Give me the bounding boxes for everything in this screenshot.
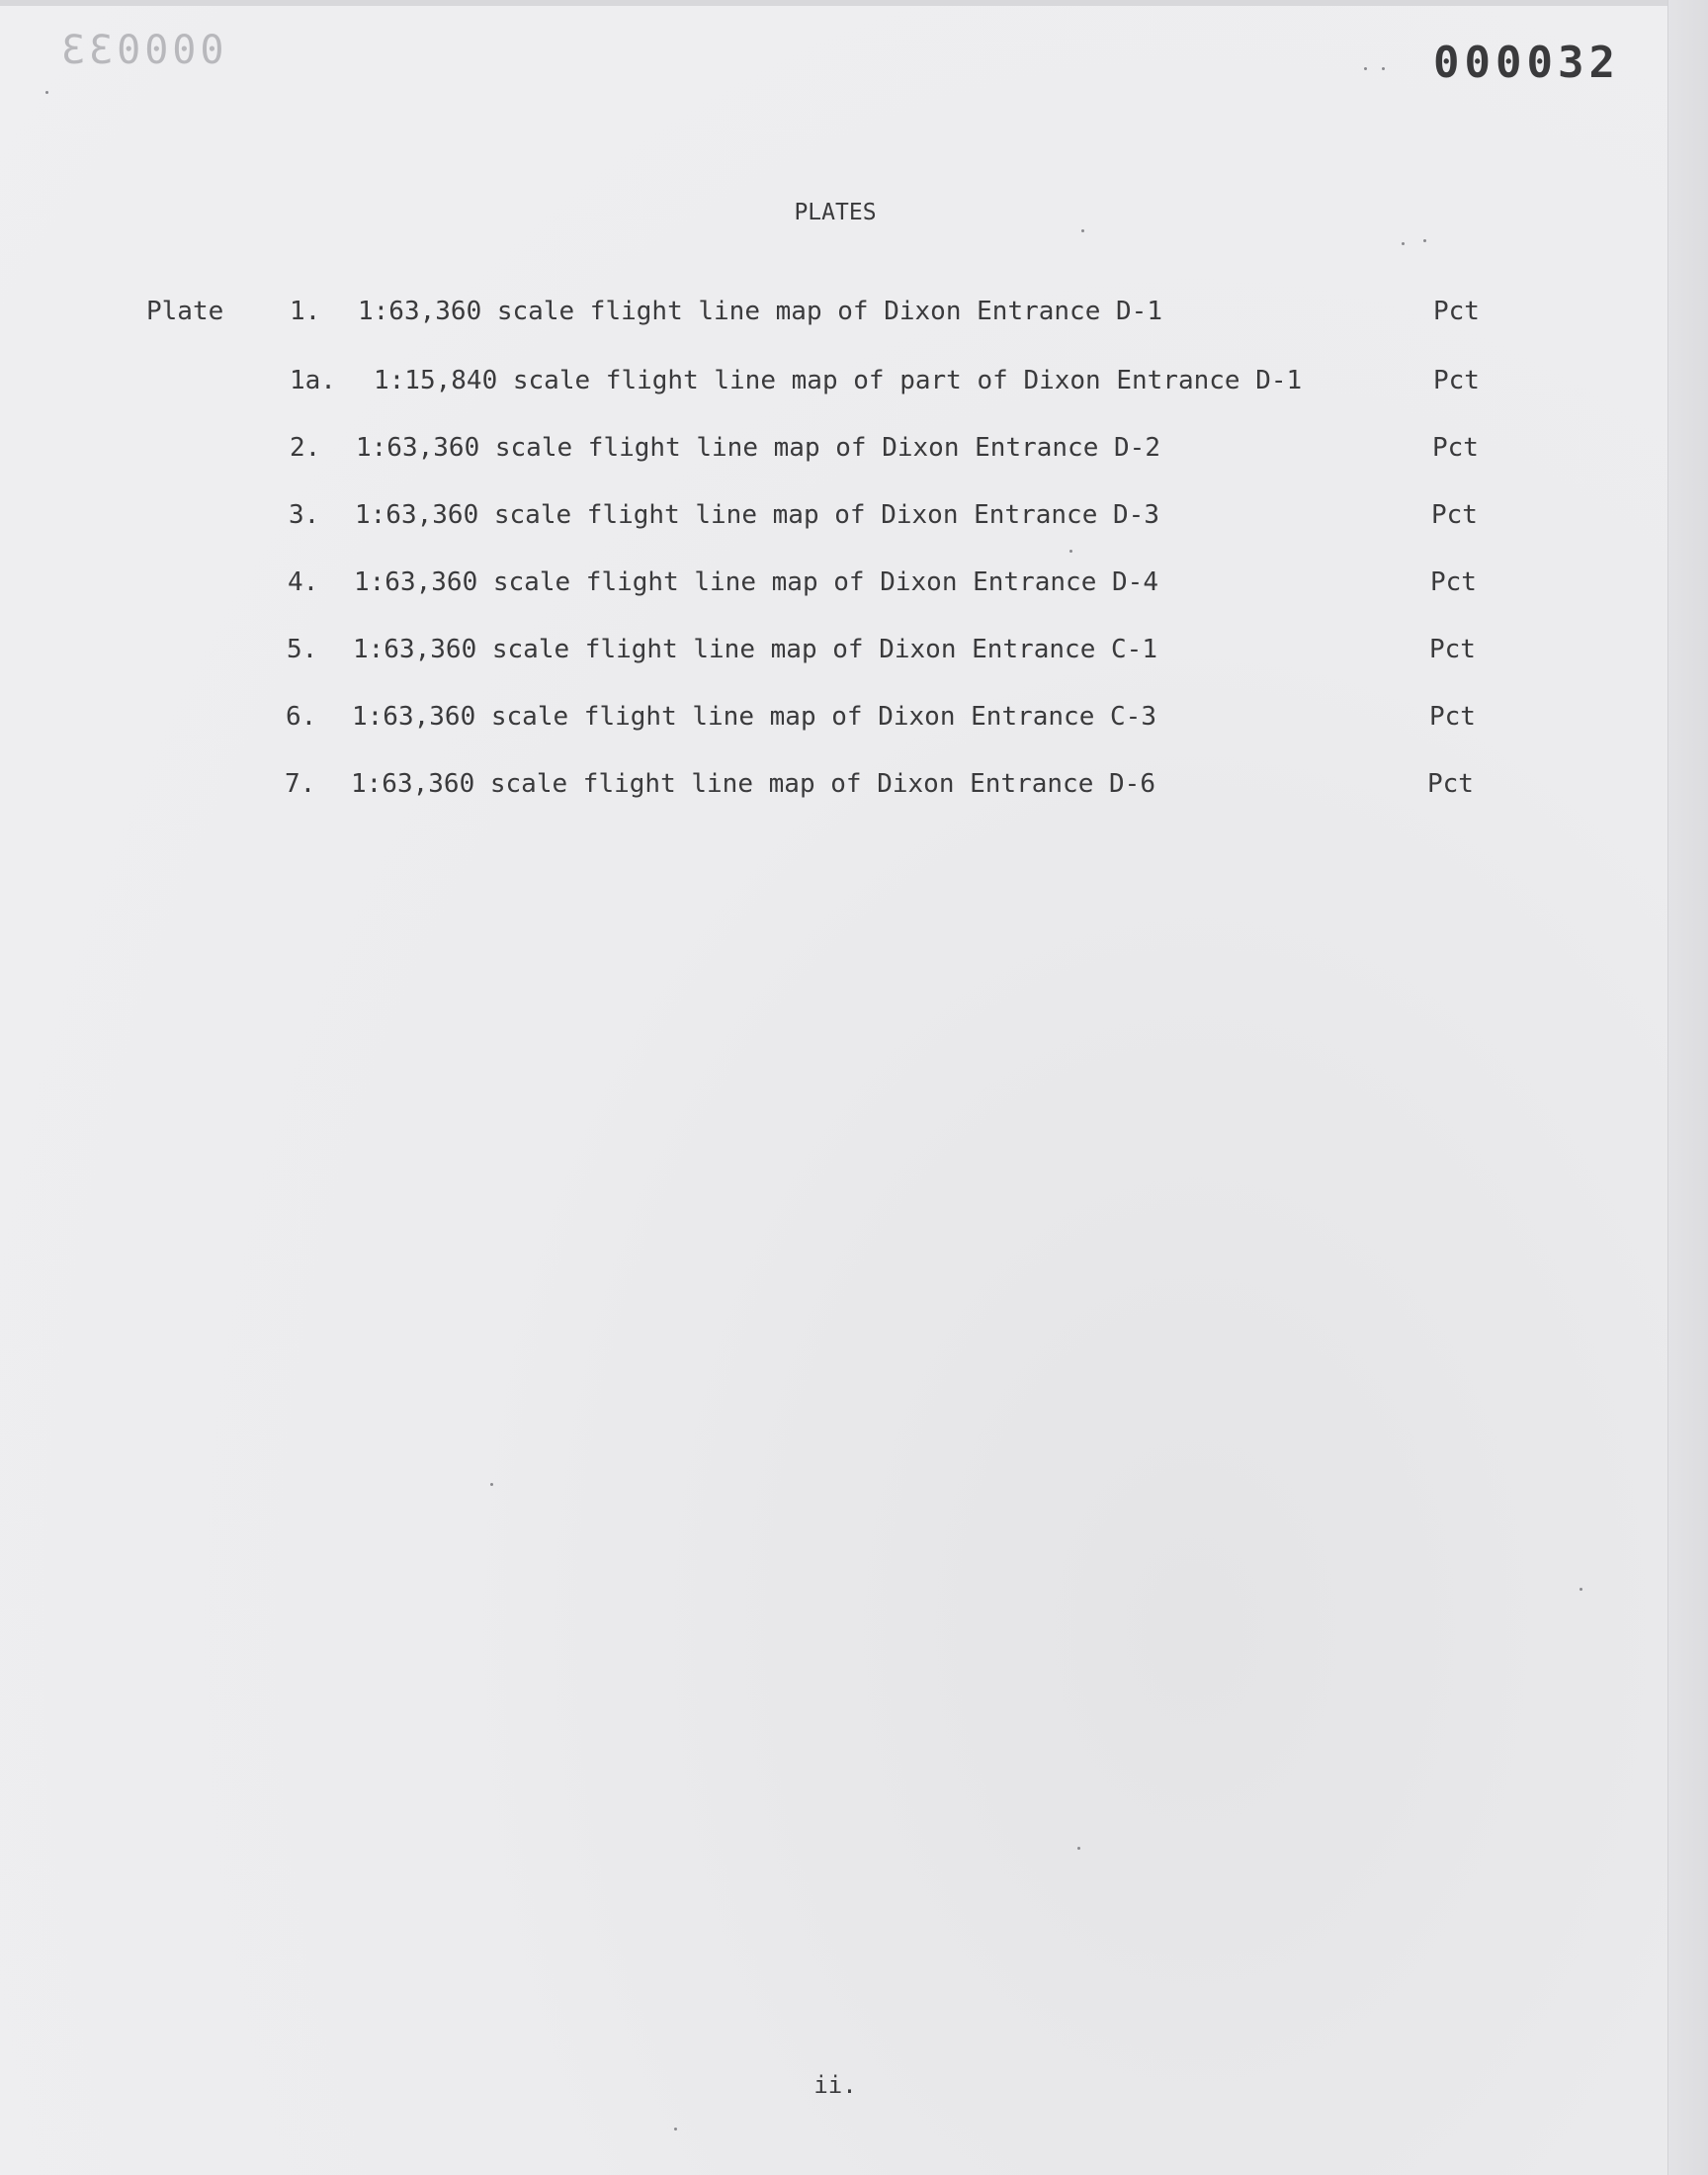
plate-page-ref: Pct [1427,769,1474,799]
plate-page-ref: Pct [1433,366,1480,395]
page-title: PLATES [794,200,877,225]
plate-description: 1:63,360 scale flight line map of Dixon Entrance D-3 [355,500,1159,530]
plate-number: 3. [289,500,320,530]
scan-speck [1580,1588,1582,1591]
plate-page-ref: Pct [1431,500,1478,530]
plate-number: 5. [287,635,318,664]
plate-description: 1:63,360 scale flight line map of Dixon Entrance D-6 [351,769,1155,799]
plate-page-ref: Pct [1433,297,1480,326]
scan-top-edge [0,0,1708,6]
scan-speck [45,91,48,94]
plate-number: 4. [288,567,319,597]
page-stamp-number: 000032 [1433,38,1620,88]
plate-number: 7. [285,769,316,799]
plate-page-ref: Pct [1430,567,1477,597]
scan-speck [1077,1847,1080,1850]
plate-label: Plate [146,297,224,326]
plate-description: 1:15,840 scale flight line map of part of Dixon Entrance D-1 [374,366,1303,395]
plate-number: 2. [290,433,321,463]
bleed-through-stamp: 000033 [57,28,224,73]
scan-speck [1081,229,1084,232]
plate-page-ref: Pct [1429,702,1476,732]
scan-right-edge [1667,0,1708,2175]
plate-description: 1:63,360 scale flight line map of Dixon Entrance D-1 [358,297,1162,326]
scan-speck [1364,67,1367,70]
plate-description: 1:63,360 scale flight line map of Dixon Entrance D-4 [354,567,1158,597]
plate-description: 1:63,360 scale flight line map of Dixon Entrance D-2 [356,433,1160,463]
scan-speck [674,2128,677,2131]
plate-description: 1:63,360 scale flight line map of Dixon Entrance C-3 [352,702,1156,732]
plate-page-ref: Pct [1432,433,1479,463]
scan-speck [490,1483,493,1486]
scan-speck [1402,242,1405,245]
plate-number: 6. [286,702,317,732]
scan-speck [1423,239,1426,242]
plate-number: 1. [290,297,321,326]
scan-speck [1382,67,1385,70]
plate-number: 1a. [290,366,336,395]
scan-speck [1069,550,1072,553]
plate-description: 1:63,360 scale flight line map of Dixon Entrance C-1 [353,635,1157,664]
page-number: ii. [813,2071,857,2099]
plate-page-ref: Pct [1429,635,1476,664]
